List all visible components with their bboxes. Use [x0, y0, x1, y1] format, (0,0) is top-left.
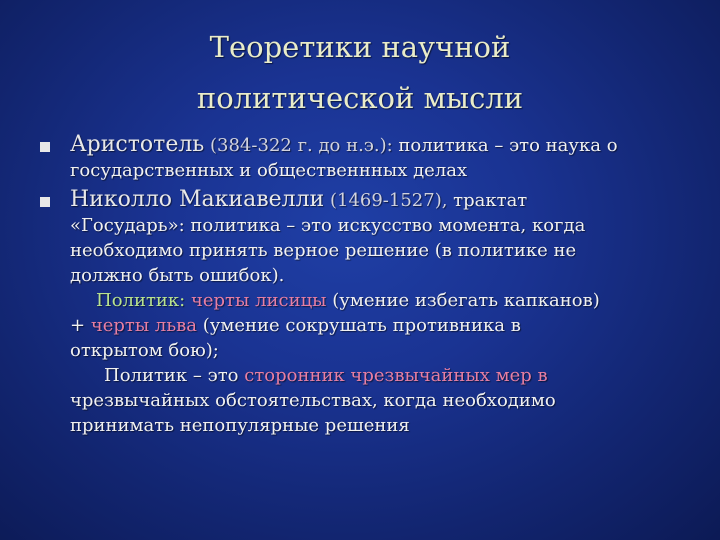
title-line-1: Теоретики научной: [209, 30, 511, 64]
politician-traits-line-3: открытом бою);: [70, 340, 219, 361]
politician-traits-line-2: [70, 313, 680, 338]
machiavelli-name: Николло Макиавелли: [70, 187, 325, 212]
machiavelli-line-2: «Государь»: политика – это искусство момента, когда: [70, 215, 586, 236]
bullet-list: [40, 132, 680, 438]
bullet-aristotle: [40, 132, 680, 183]
politician-extreme-label: Политик – это: [104, 365, 239, 386]
machiavelli-line-3: необходимо принять верное решение (в политике не: [70, 240, 577, 261]
bullet-machiavelli: [40, 187, 680, 438]
machiavelli-dates: (1469-1527),: [329, 190, 448, 211]
politician-label: Политик:: [96, 290, 186, 311]
fox-traits: черты лисицы: [190, 290, 327, 311]
square-bullet-icon: [40, 197, 50, 207]
aristotle-line-1: [70, 132, 680, 158]
aristotle-dates: (384-322 г. до н.э.):: [210, 135, 393, 156]
lion-traits-desc: (умение сокрушать противника в: [197, 315, 521, 336]
lion-traits: черты льва: [90, 315, 197, 336]
politician-extreme-line-1: [70, 363, 680, 388]
fox-traits-desc: (умение избегать капканов): [326, 290, 600, 311]
politician-extreme-line-2: чрезвычайных обстоятельствах, когда необходимо: [70, 390, 556, 411]
title-line-2: политической мысли: [196, 81, 524, 115]
aristotle-text-2: государственных и общественнных делах: [70, 160, 468, 181]
square-bullet-icon: [40, 142, 50, 152]
aristotle-name: Аристотель: [70, 132, 205, 157]
machiavelli-line-4: должно быть ошибок).: [70, 265, 285, 286]
plus-sign: +: [70, 315, 91, 336]
slide-title: [100, 22, 620, 124]
aristotle-text-1: политика – это наука о: [392, 135, 618, 156]
politician-extreme-highlight: сторонник чрезвычайных мер в: [244, 365, 548, 386]
machiavelli-text: трактат: [447, 190, 528, 211]
politician-traits-line-1: [70, 288, 680, 313]
machiavelli-line-1: [70, 187, 680, 213]
politician-extreme-line-3: принимать непопулярные решения: [70, 415, 410, 436]
